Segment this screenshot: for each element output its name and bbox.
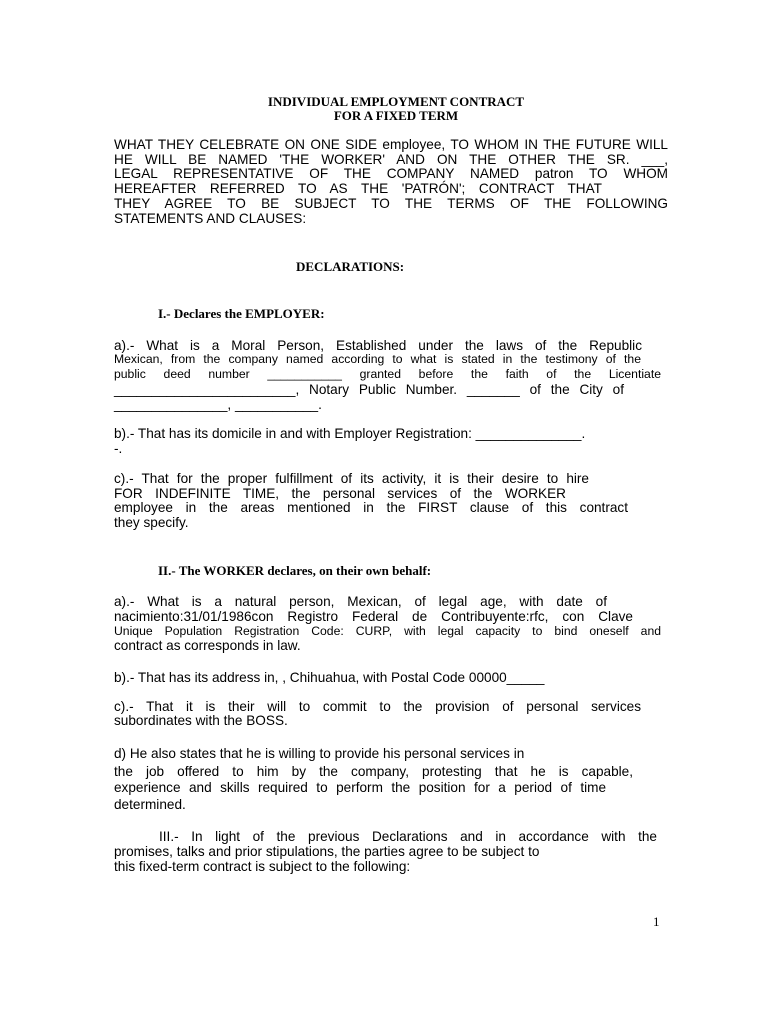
page-number: 1	[653, 914, 660, 929]
document-title: INDIVIDUAL EMPLOYMENT CONTRACT	[267, 94, 525, 109]
intro-line: STATEMENTS AND CLAUSES:	[114, 211, 307, 226]
clause-line: FOR INDEFINITE TIME, the personal services of the WORKER	[114, 486, 566, 501]
clause-line: determined.	[114, 797, 186, 812]
clause-line: nacimiento:31/01/1986con Registro Federal de Contribuyente:rfc, con Clave	[114, 609, 633, 624]
clause-line: -.	[114, 441, 123, 456]
clause-line: the job offered to him by the company, protesting that he is capable,	[114, 764, 633, 779]
intro-line: THEY AGREE TO BE SUBJECT TO THE TERMS OF THE FOLLOWING	[114, 196, 668, 211]
clause-line: Unique Population Registration Code: CURP, with legal capacity to bind oneself and	[114, 624, 661, 638]
clause-line: b).- That has its address in, , Chihuahua, with Postal Code 00000_____	[114, 670, 545, 685]
intro-line: HEREAFTER REFERRED TO AS THE 'PATRÓN'; CONTRACT THAT	[114, 181, 602, 196]
intro-line: LEGAL REPRESENTATIVE OF THE COMPANY NAMED patron TO WHOM	[114, 166, 668, 181]
clause-line: they specify.	[114, 515, 189, 530]
declarations-heading: DECLARATIONS:	[296, 259, 405, 274]
clause-line: c).- That it is their will to commit to the provision of personal services	[114, 699, 641, 714]
clause-line: employee in the areas mentioned in the FIRST clause of this contract	[114, 500, 628, 515]
clause-line: c).- That for the proper fulfillment of its activity, it is their desire to hire	[114, 471, 589, 486]
intro-line: WHAT THEY CELEBRATE ON ONE SIDE employee, TO WHOM IN THE FUTURE WILL	[114, 137, 668, 152]
worker-heading: II.- The WORKER declares, on their own behalf:	[158, 563, 432, 578]
clause-line: d) He also states that he is willing to provide his personal services in	[114, 746, 525, 761]
clause-line: ________________________, Notary Public Number. _______ of the City of	[114, 382, 624, 397]
section-line: promises, talks and prior stipulations, the parties agree to be subject to	[114, 844, 540, 859]
section-line: III.- In light of the previous Declarations and in accordance with the	[159, 829, 657, 844]
clause-line: contract as corresponds in law.	[114, 638, 301, 653]
clause-line: subordinates with the BOSS.	[114, 713, 288, 728]
document-subtitle: FOR A FIXED TERM	[333, 108, 459, 123]
clause-line: a).- What is a Moral Person, Established under the laws of the Republic	[114, 338, 642, 353]
clause-line: experience and skills required to perform the position for a period of time	[114, 780, 606, 795]
clause-line: _______________, ___________.	[114, 397, 322, 412]
clause-line: public deed number ___________ granted before the faith of the Licentiate	[114, 367, 661, 381]
employer-heading: I.- Declares the EMPLOYER:	[158, 306, 325, 321]
clause-line: b).- That has its domicile in and with Employer Registration: ______________.	[114, 426, 586, 441]
section-line: this fixed-term contract is subject to the following:	[114, 859, 411, 874]
intro-line: HE WILL BE NAMED 'THE WORKER' AND ON THE OTHER THE SR. ___,	[114, 152, 668, 167]
clause-line: a).- What is a natural person, Mexican, of legal age, with date of	[114, 594, 607, 609]
clause-line: Mexican, from the company named according to what is stated in the testimony of the	[114, 352, 641, 366]
